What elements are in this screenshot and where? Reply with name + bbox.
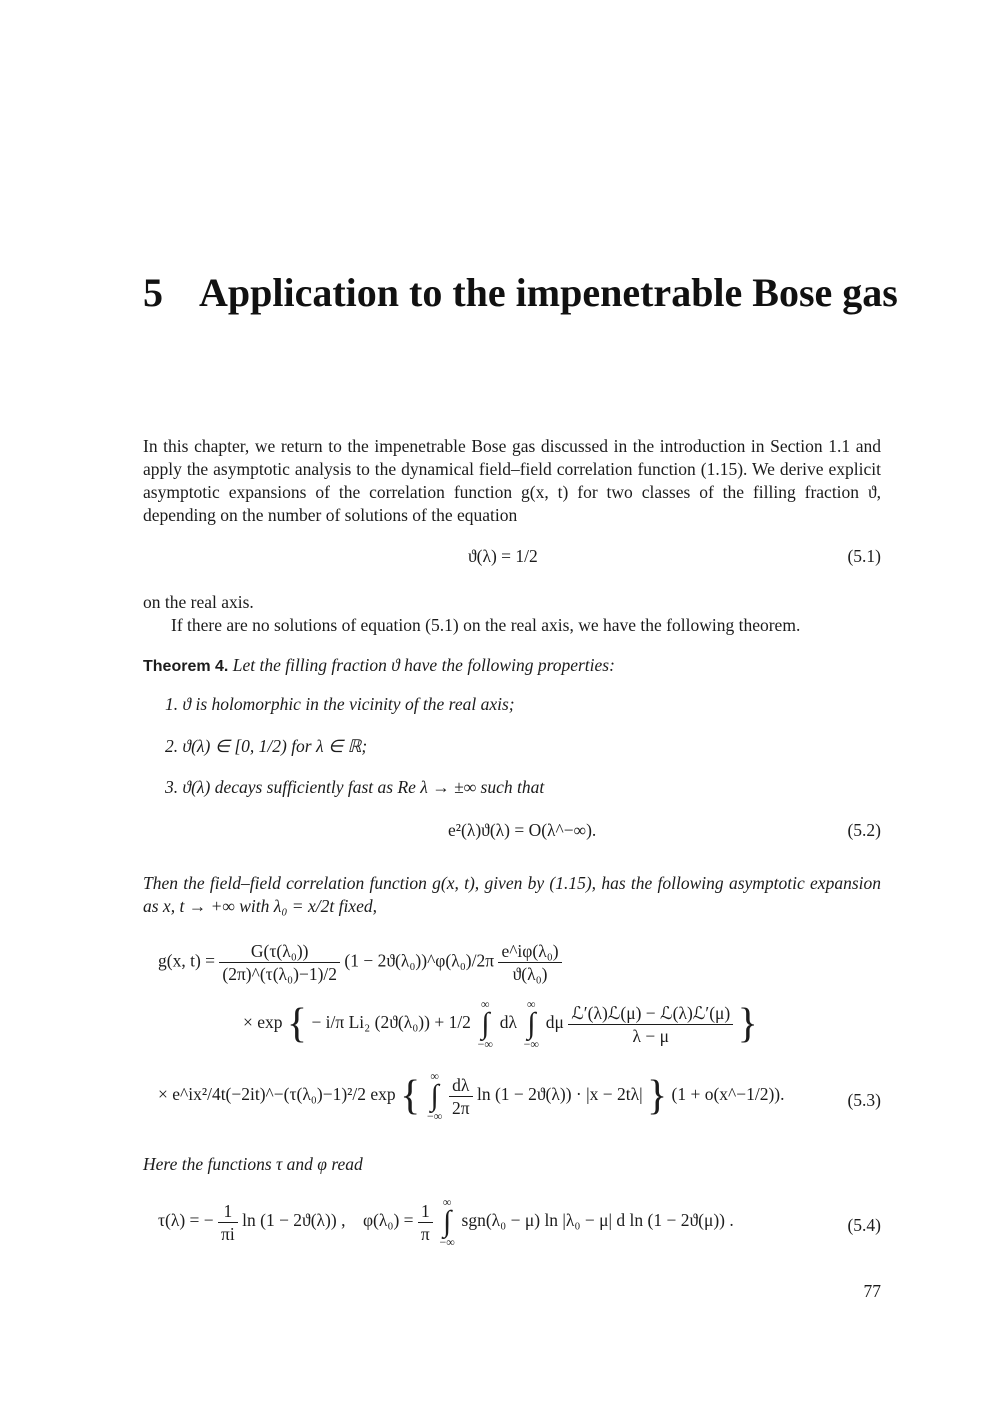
eq53-line3-prefix: × e^ix²/4t(−2it)^−(τ(λ₀)−1)²/2 exp [158,1084,396,1105]
eq53-num-1: G(τ(λ₀)) [219,940,340,963]
equation-number-5-2: (5.2) [847,820,881,840]
eq54-tau: τ(λ) = − [158,1210,214,1231]
theorem-item-3: 3. ϑ(λ) decays sufficiently fast as Re λ → ±∞ such that [165,777,545,797]
eq54-tau-rest: ln (1 − 2ϑ(λ)) , [242,1210,346,1231]
equation-number-5-4: (5.4) [847,1215,881,1235]
eq53-den-2: ϑ(λ₀) [512,964,548,984]
eq53-mid-1: (1 − 2ϑ(λ₀))^φ(λ₀)/2π [344,950,495,971]
eq53-num-2: e^iφ(λ₀) [498,940,561,963]
eq53-dlambda: dλ [499,1012,517,1033]
eq53-lhs: g(x, t) = [158,950,216,971]
equation-number-5-1: (5.1) [847,546,881,566]
eq53-line3-log: ln (1 − 2ϑ(λ)) · |x − 2tλ| [476,1084,643,1105]
brace-left: { [286,1001,308,1047]
integral-2: ∞ ∫ −∞ [523,997,539,1051]
chapter-title: Application to the impenetrable Bose gas [199,270,898,315]
eq53-frac-2 [498,940,561,985]
intro-paragraph: In this chapter, we return to the impenetrable Bose gas discussed in the introduction in Section 1.1 and apply the asymptotic analysis to the dynamical field–field correlation function (1.15). We derive explicit asymptotic expansions of the correlation function g(x, t) for two classes of the filling fraction ϑ, depending on the number of solutions of the equation [143,436,881,525]
eq53-li2: − i/π Li₂ (2ϑ(λ₀)) + 1/2 [311,1012,471,1033]
eq54-frac-tau: $\frac{1}{\pi i}$ [218,1200,238,1245]
eq54-phi-rest: sgn(λ₀ − μ) ln |λ₀ − μ| d ln (1 − 2ϑ(μ)) . [461,1210,734,1231]
equation-5-2: e²(λ)ϑ(λ) = O(λ^−∞). [448,820,597,840]
eq53-frac-3 [568,1002,733,1047]
brace-right: } [737,1001,758,1047]
brace-right-2: } [646,1073,668,1119]
equation-5-4 [158,1196,734,1248]
eq53-exp: × exp [243,1012,283,1033]
eq53-line3-tail: (1 + o(x^−1/2)). [671,1084,785,1105]
eq53-frac-4: $\frac{d\lambda}{2\pi}$ [449,1074,473,1119]
eq53-den-1: (2π)^(τ(λ₀)−1)/2 [222,964,338,984]
integral-3: ∞ ∫ −∞ [426,1069,443,1123]
after-equation-text: on the real axis. [143,592,254,612]
here-paragraph: Here the functions τ and φ read [143,1154,363,1174]
equation-5-3-line-2 [243,998,758,1050]
chapter-number: 5 [143,270,163,315]
brace-left-2: { [400,1073,421,1119]
theorem-statement: Let the filling fraction ϑ have the following properties: [232,655,615,675]
eq53-den-3: λ − μ [632,1025,669,1046]
eq54-frac-phi: $\frac{1}{\pi}$ [418,1200,433,1245]
theorem-label: Theorem 4. [143,658,229,675]
eq54-phi: φ(λ₀) = [362,1210,414,1231]
eq53-frac-1 [219,940,340,985]
eq53-dmu: dμ [545,1012,564,1033]
equation-5-1: ϑ(λ) = 1/2 [468,546,538,566]
integral-1: ∞ ∫ −∞ [477,997,493,1051]
theorem-item-1: 1. ϑ is holomorphic in the vicinity of the real axis; [165,694,515,714]
page-number: 77 [863,1281,881,1301]
paragraph-2: If there are no solutions of equation (5.1) on the real axis, we have the following theorem. [171,615,801,635]
integral-4: ∞ ∫ −∞ [439,1195,455,1249]
then-paragraph: Then the field–field correlation function g(x, t), given by (1.15), has the following asymptotic expansion as x, t → +∞ with λ₀ = x/2t fixed, [143,873,881,916]
equation-number-5-3: (5.3) [847,1090,881,1110]
equation-5-3-line-3 [158,1070,785,1122]
theorem-item-2: 2. ϑ(λ) ∈ [0, 1/2) for λ ∈ ℝ; [165,736,368,756]
equation-5-3-line-1 [158,940,562,985]
theorem-4 [143,654,881,678]
eq53-num-3: ℒ′(λ)ℒ(μ) − ℒ(λ)ℒ′(μ) [568,1002,733,1025]
